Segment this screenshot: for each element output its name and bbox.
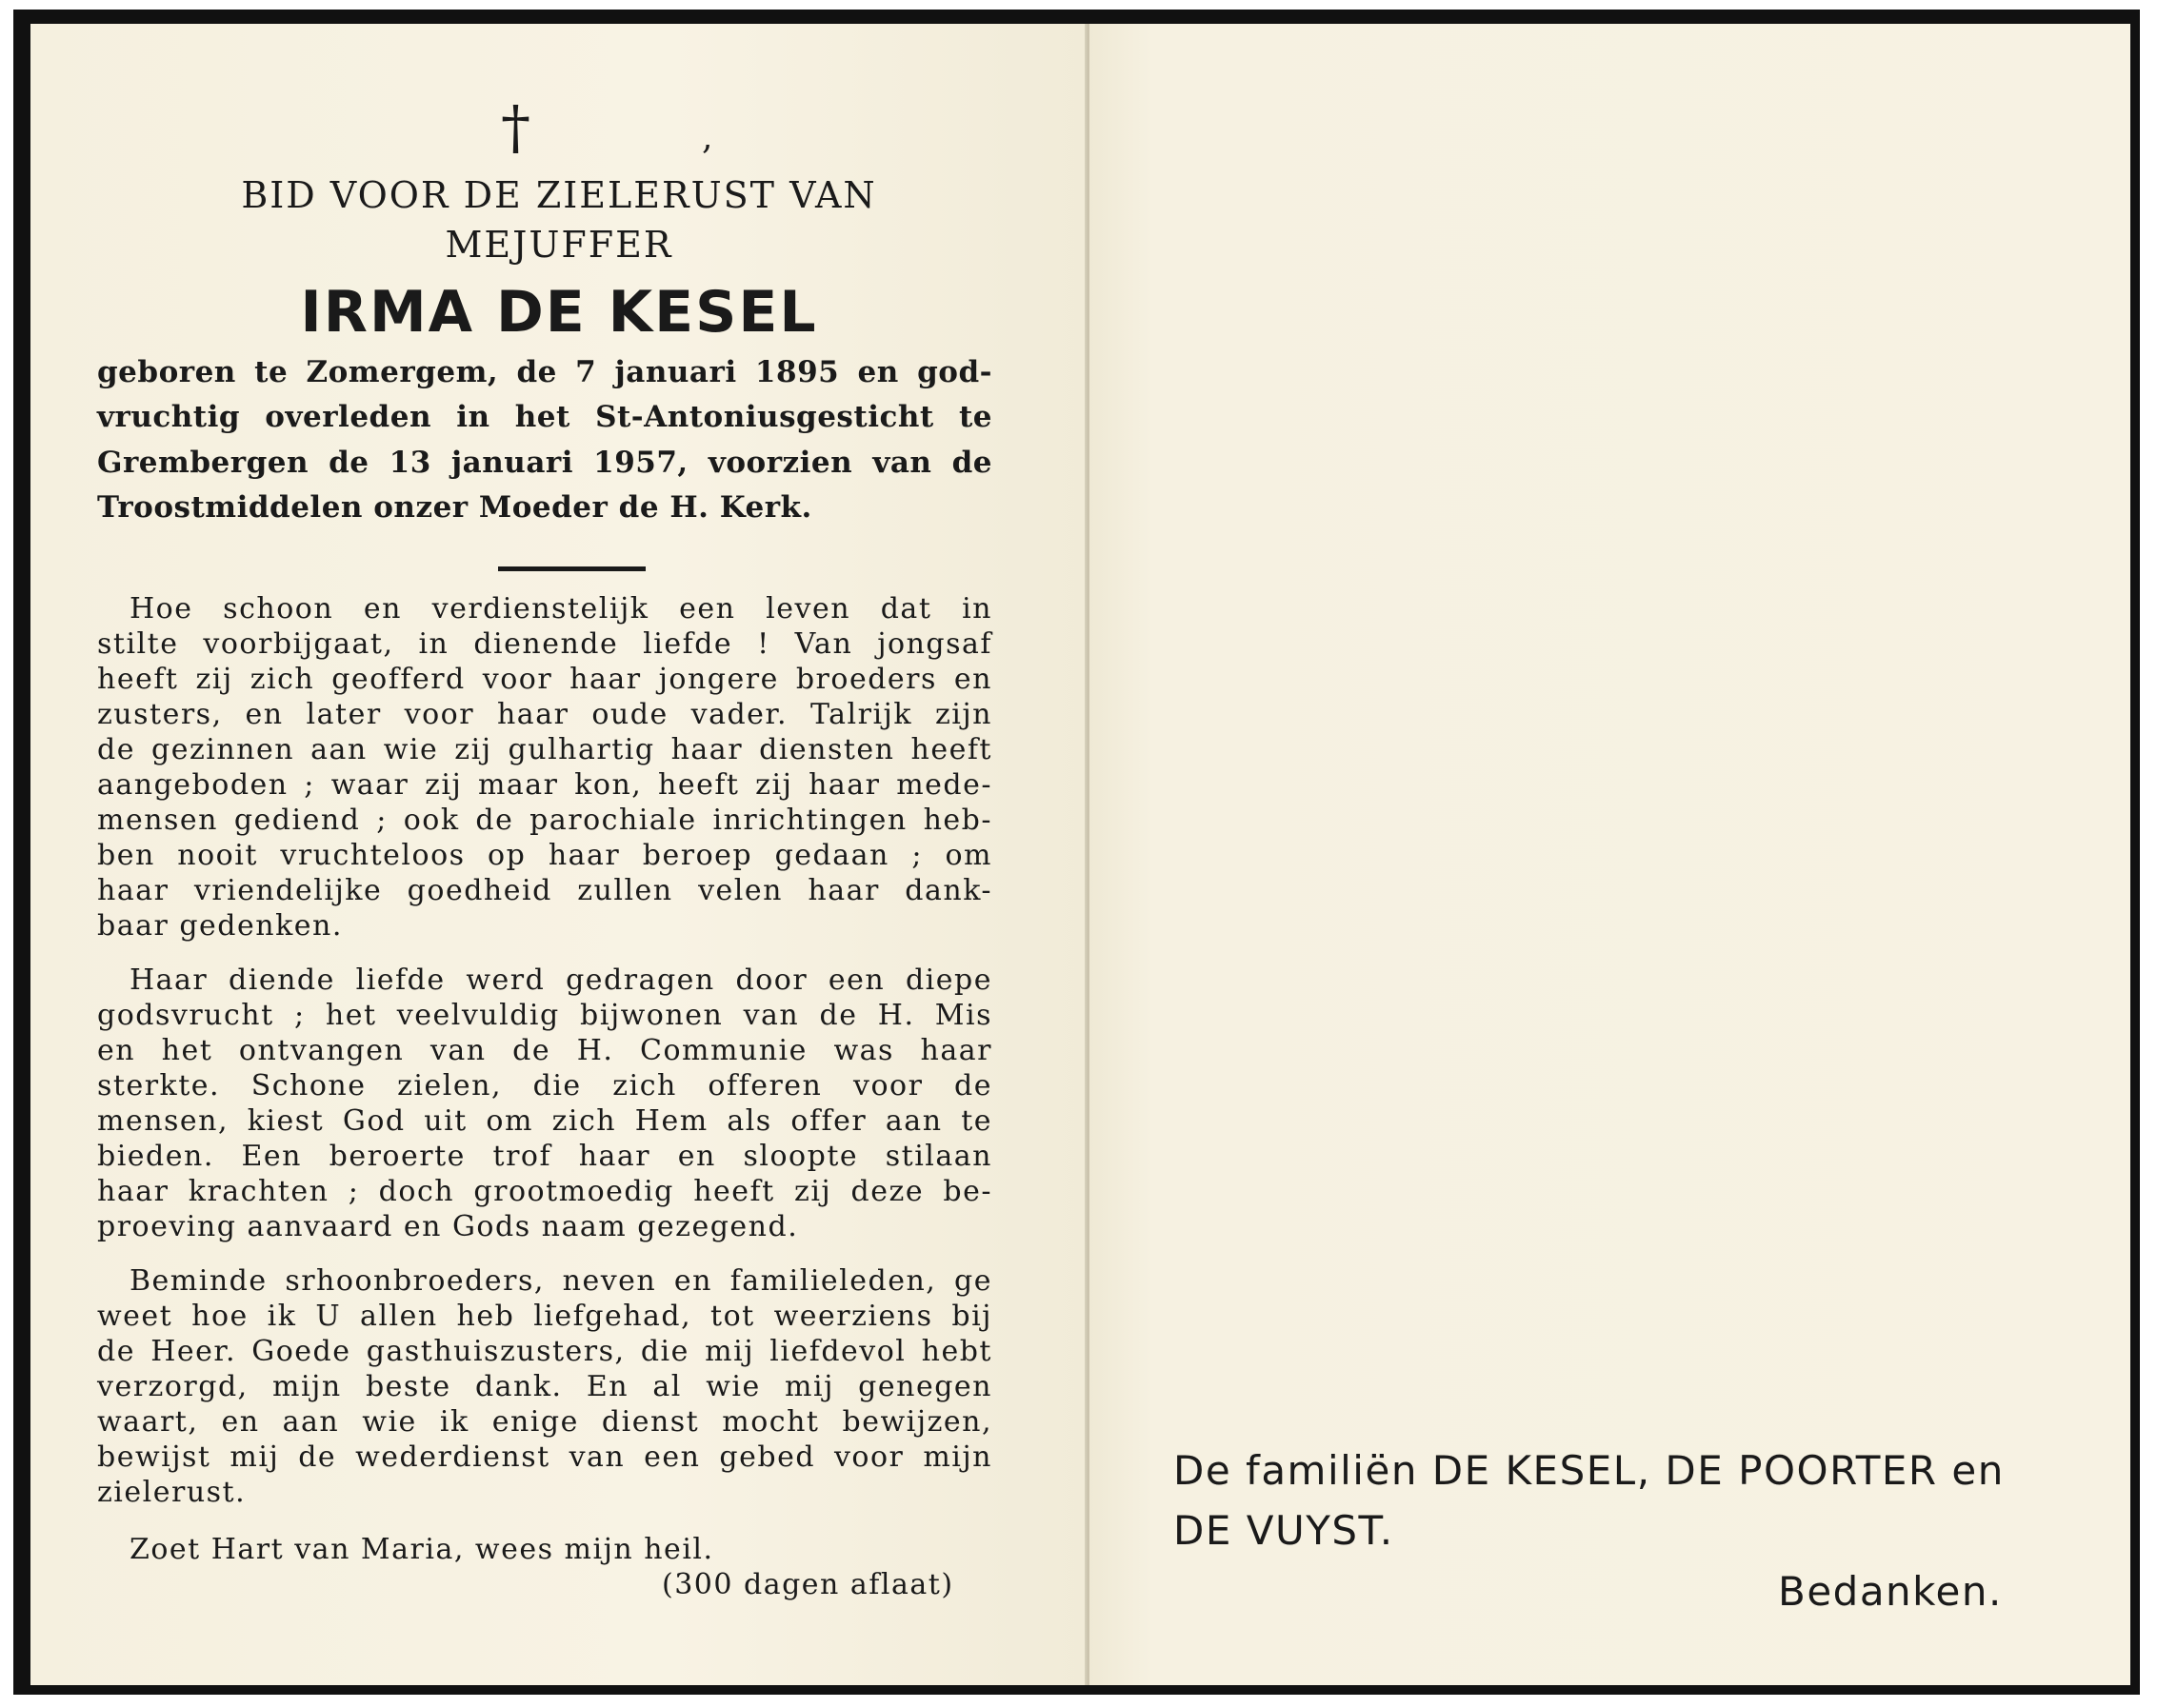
paragraph-line: de Heer. Goede gasthuiszusters, die mij liefdevol hebt (97, 1335, 992, 1368)
heading-prayer: BID VOOR DE ZIELERUST VAN (241, 174, 877, 216)
intro-line: vruchtig overleden in het St-Antoniusgesticht te (97, 400, 992, 434)
paragraph-line: weet hoe ik U allen heb liefgehad, tot weerziens bij (97, 1300, 992, 1333)
paragraph-line: waart, en aan wie ik enige dienst mocht bewijzen, (97, 1405, 992, 1439)
heading-title: MEJUFFER (445, 224, 673, 266)
paragraph-line: bewijst mij de wederdienst van een gebed voor mijn (97, 1440, 992, 1474)
paragraph-line: bieden. Een beroerte trof haar en sloopte stilaan (97, 1140, 992, 1173)
paragraph-line: Hoe schoon en verdienstelijk een leven dat in (130, 592, 992, 626)
divider (498, 566, 646, 571)
ink-mark: , (702, 118, 713, 157)
paragraph-line: proeving aanvaard en Gods naam gezegend. (97, 1210, 799, 1243)
indulgence-note: (300 dagen aflaat) (662, 1568, 954, 1601)
closing-prayer: Zoet Hart van Maria, wees mijn heil. (130, 1533, 714, 1566)
intro-line: Troostmiddelen onzer Moeder de H. Kerk. (97, 490, 812, 525)
intro-line: geboren te Zomergem, de 7 januari 1895 en god- (97, 355, 992, 389)
thanks-text: Bedanken. (1778, 1568, 2003, 1615)
family-line: DE VUYST. (1173, 1507, 1394, 1554)
paragraph-line: stilte voorbijgaat, in dienende liefde ! Van jongsaf (97, 627, 992, 661)
left-page (30, 24, 1089, 1685)
paragraph-line: haar vriendelijke goedheid zullen velen haar dank- (97, 874, 992, 907)
intro-line: Grembergen de 13 januari 1957, voorzien van de (97, 446, 992, 480)
deceased-name: IRMA DE KESEL (300, 279, 818, 346)
paragraph-line: godsvrucht ; het veelvuldig bijwonen van de H. Mis (97, 999, 992, 1032)
cross-icon: † (501, 92, 530, 162)
paragraph-line: en het ontvangen van de H. Communie was haar (97, 1034, 992, 1067)
paragraph-line: heeft zij zich geofferd voor haar jongere broeders en (97, 663, 992, 696)
paragraph-line: haar krachten ; doch grootmoedig heeft zij deze be- (97, 1175, 992, 1208)
paragraph-line: aangeboden ; waar zij maar kon, heeft zij haar mede- (97, 768, 992, 802)
paragraph-line: mensen, kiest God uit om zich Hem als offer aan te (97, 1104, 992, 1138)
paragraph-line: verzorgd, mijn beste dank. En al wie mij genegen (97, 1370, 992, 1403)
right-page (1089, 24, 2130, 1685)
paragraph-line: sterkte. Schone zielen, die zich offeren voor de (97, 1069, 992, 1102)
paragraph-line: ben nooit vruchteloos op haar beroep gedaan ; om (97, 839, 992, 872)
paragraph-line: mensen gediend ; ook de parochiale inrichtingen heb- (97, 804, 992, 837)
memorial-card (13, 10, 2140, 1695)
family-line: De familiën DE KESEL, DE POORTER en (1173, 1447, 2005, 1494)
paragraph-line: Haar diende liefde werd gedragen door een diepe (130, 963, 992, 997)
paragraph-line: zusters, en later voor haar oude vader. Talrijk zijn (97, 698, 992, 731)
paragraph-line: de gezinnen aan wie zij gulhartig haar diensten heeft (97, 733, 992, 766)
paragraph-line: Beminde srhoonbroeders, neven en familieleden, ge (130, 1264, 992, 1298)
paragraph-line: zielerust. (97, 1476, 247, 1509)
paragraph-line: baar gedenken. (97, 909, 343, 943)
